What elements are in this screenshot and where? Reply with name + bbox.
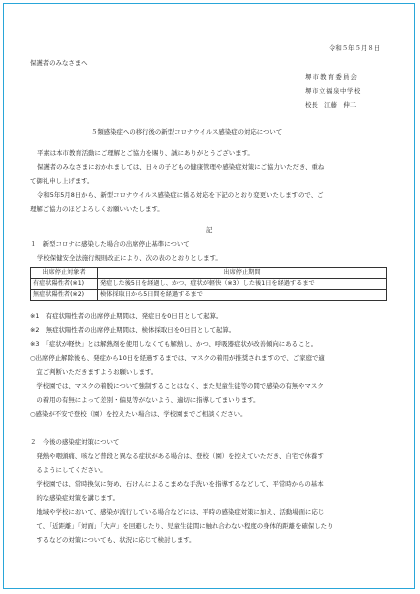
note-line: ○出席停止解除後も、発症から10日を経過するまでは、マスクの着用が推奨されますので、ご家庭で適 (30, 354, 325, 362)
note-line: ○感染が不安で登校（園）を控えたい場合は、学校園までご相談ください。 (30, 410, 247, 418)
addressee: 保護者のみなさまへ (30, 59, 88, 67)
document-title: ５類感染症への移行後の新型コロナウイルス感染症の対応について (91, 128, 283, 136)
note-line: 宜ご判断いただきますようお願いします。 (30, 368, 158, 376)
section2-line: て、「近距離」「対面」「大声」を回避したり、児童生徒間に触れ合わない程度の身体的距離を確保したり (30, 522, 334, 530)
table-row (31, 290, 387, 301)
sender-org: 堺市教育委員会 (305, 73, 359, 81)
section2-line: 的な感染症対策を講じます。 (30, 494, 119, 502)
section2-line: るようにしてください。 (30, 466, 107, 474)
table-header-cell: 出席停止期間 (98, 268, 387, 279)
section1-subtext: 学校保健安全法施行規則改正により、次の表のとおりとします。 (37, 254, 222, 262)
note-line: ※2 無症状陽性者の出席停止期間は、検体採取日を0日目として起算。 (30, 326, 236, 334)
section2-heading: ２ 今後の感染症対策について (30, 438, 120, 446)
intro-line-5: 理解ご協力のほどよろしくお願いいたします。 (30, 205, 164, 213)
sender-school: 堺市立福泉中学校 (305, 87, 361, 95)
ki-mark: 記 (206, 226, 213, 234)
attendance-table (30, 267, 387, 301)
table-cell: 無症状陽性者(※2) (31, 290, 98, 301)
sender-principal: 校長 江藤 伸二 (305, 101, 357, 109)
section2-line: するなどの対策についても、状況に応じて検討します。 (30, 536, 196, 544)
table-row (31, 279, 387, 290)
note-line: の着用の有無によって差別・偏見等がないよう、適切に指導してまいります。 (30, 396, 260, 404)
note-line: ※1 有症状陽性者の出席停止期間は、発症日を0日目として起算。 (30, 312, 223, 320)
section2-line: 学校園では、常時換気に努め、石けんによるこまめな手洗いを指導するなどして、平常時からの基本 (30, 480, 324, 488)
section1-heading: １ 新型コロナに感染した場合の出席停止基準について (30, 240, 190, 248)
table-cell: 有症状陽性者(※1) (31, 279, 98, 290)
table-header-row (31, 268, 387, 279)
note-line: ※3 「症状が軽快」とは解熱剤を使用しなくても解熱し、かつ、呼吸器症状が改善傾向にあること。 (30, 340, 318, 348)
intro-line-2: 保護者のみなさまにおかれましては、日々の子どもの健康管理や感染症対策にご協力いただき、重ね (37, 163, 325, 171)
intro-line-4: 令和5年5月8日から、新型コロナウイルス感染症に係る対応を下記のとおり変更いたしますので、ご (37, 191, 324, 199)
section2-line: 地域や学校において、感染が流行している場合などには、平時の感染症対策に加え、活動場面に応じ (30, 508, 325, 516)
note-line: 学校園では、マスクの着脱について強制することはなく、また児童生徒等の間で感染の有無やマスク (30, 382, 324, 390)
table-cell: 検体採取日から5日間を経過するまで (98, 290, 387, 301)
intro-line-1: 平素は本市教育活動にご理解とご協力を賜り、誠にありがとうございます。 (37, 149, 254, 157)
section2-line: 発熱や咽頭痛、咳など普段と異なる症状がある場合は、登校（園）を控えていただき、自宅で休養す (30, 452, 324, 460)
intro-line-3: て御礼申し上げます。 (30, 177, 94, 185)
table-header-cell: 出席停止対象者 (31, 268, 98, 279)
table-cell: 発症した後5日を経過し、かつ、症状が軽快（※3）した後1日を経過するまで (98, 279, 387, 290)
date: 令和５年５月８日 (329, 44, 381, 52)
